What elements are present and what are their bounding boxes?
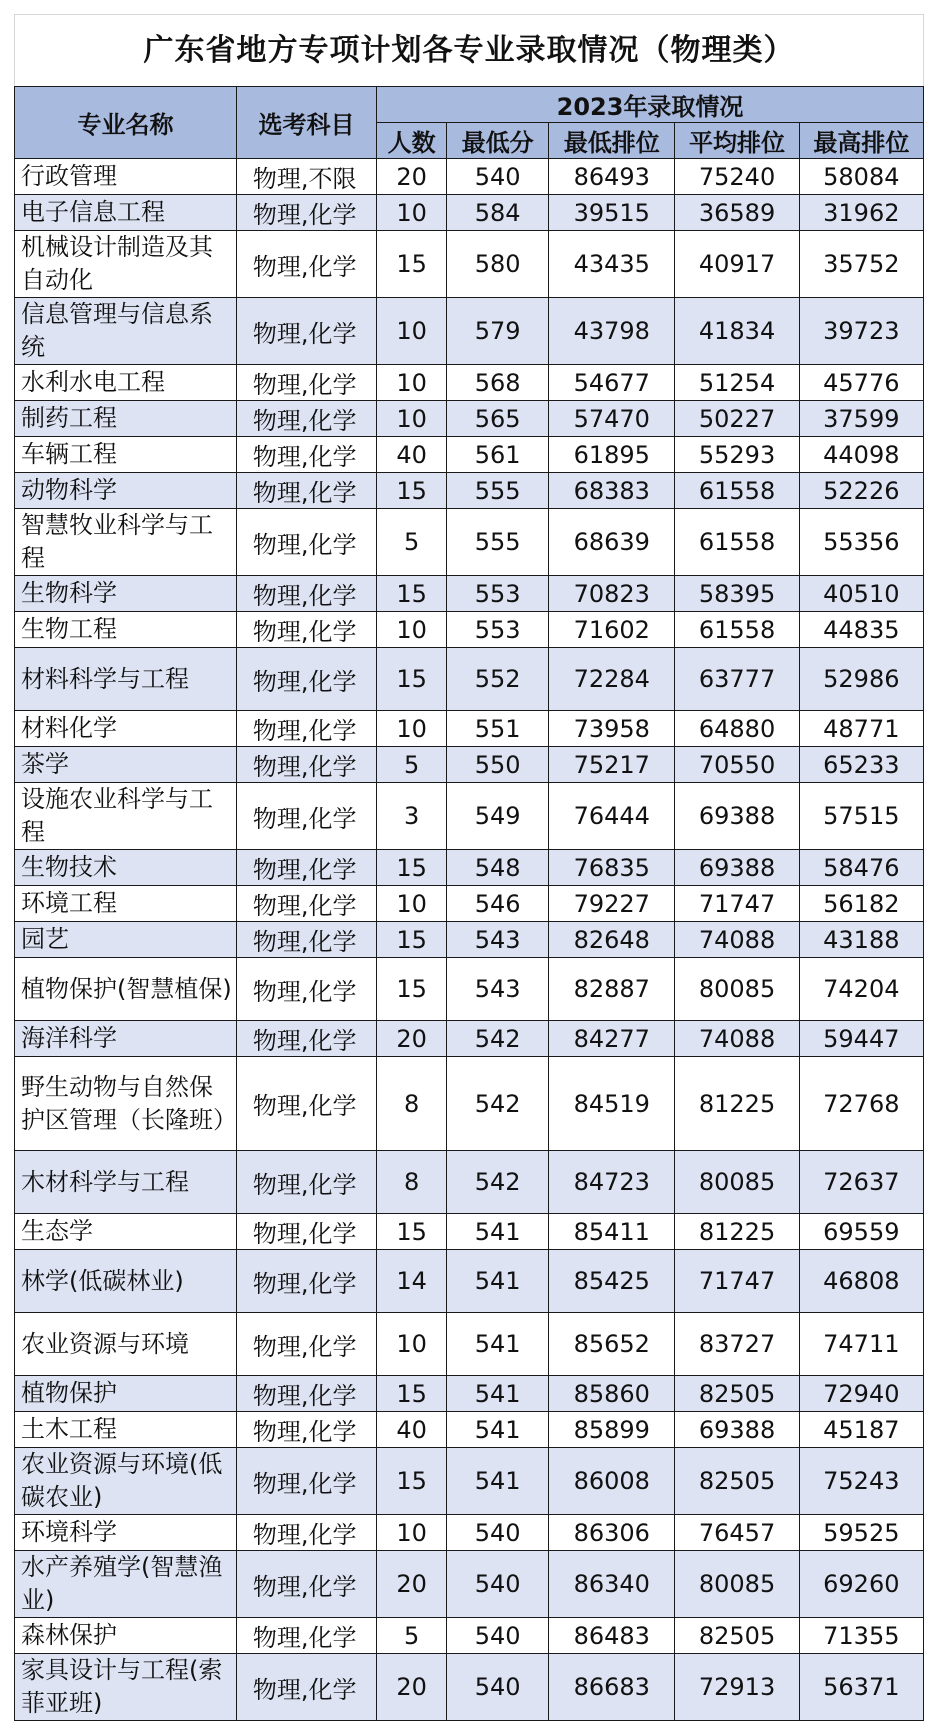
count-cell: 15 bbox=[377, 1448, 447, 1515]
major-name-cell: 茶学 bbox=[15, 747, 237, 783]
min-rank-cell: 84519 bbox=[549, 1057, 675, 1151]
subjects-cell: 物理,化学 bbox=[236, 747, 376, 783]
table-row bbox=[15, 1214, 924, 1250]
min-score-cell: 540 bbox=[447, 1551, 549, 1618]
subjects-cell: 物理,化学 bbox=[236, 1618, 376, 1654]
min-score-cell: 555 bbox=[447, 473, 549, 509]
avg-rank-cell: 50227 bbox=[675, 401, 799, 437]
subjects-cell: 物理,化学 bbox=[236, 612, 376, 648]
min-rank-cell: 57470 bbox=[549, 401, 675, 437]
avg-rank-cell: 80085 bbox=[675, 1551, 799, 1618]
max-rank-cell: 37599 bbox=[799, 401, 923, 437]
max-rank-cell: 59525 bbox=[799, 1515, 923, 1551]
avg-rank-cell: 80085 bbox=[675, 958, 799, 1021]
min-rank-cell: 70823 bbox=[549, 576, 675, 612]
avg-rank-cell: 72913 bbox=[675, 1654, 799, 1721]
count-cell: 40 bbox=[377, 437, 447, 473]
table-row bbox=[15, 1057, 924, 1151]
count-cell: 10 bbox=[377, 298, 447, 365]
avg-rank-cell: 76457 bbox=[675, 1515, 799, 1551]
min-score-cell: 580 bbox=[447, 231, 549, 298]
major-name-cell: 农业资源与环境 bbox=[15, 1313, 237, 1376]
avg-rank-cell: 36589 bbox=[675, 195, 799, 231]
min-rank-cell: 76444 bbox=[549, 783, 675, 850]
major-name-cell: 植物保护(智慧植保) bbox=[15, 958, 237, 1021]
min-score-cell: 540 bbox=[447, 159, 549, 195]
major-name-cell: 材料化学 bbox=[15, 711, 237, 747]
subjects-cell: 物理,化学 bbox=[236, 576, 376, 612]
min-score-cell: 553 bbox=[447, 576, 549, 612]
min-score-cell: 555 bbox=[447, 509, 549, 576]
count-cell: 5 bbox=[377, 747, 447, 783]
subjects-cell: 物理,化学 bbox=[236, 1551, 376, 1618]
min-rank-cell: 71602 bbox=[549, 612, 675, 648]
subjects-cell: 物理,化学 bbox=[236, 298, 376, 365]
min-rank-cell: 84723 bbox=[549, 1151, 675, 1214]
table-row bbox=[15, 1551, 924, 1618]
min-score-cell: 568 bbox=[447, 365, 549, 401]
min-score-cell: 540 bbox=[447, 1618, 549, 1654]
subjects-cell: 物理,化学 bbox=[236, 231, 376, 298]
avg-rank-cell: 82505 bbox=[675, 1376, 799, 1412]
table-row bbox=[15, 576, 924, 612]
table-row bbox=[15, 1250, 924, 1313]
count-cell: 10 bbox=[377, 612, 447, 648]
max-rank-cell: 74711 bbox=[799, 1313, 923, 1376]
min-score-cell: 541 bbox=[447, 1214, 549, 1250]
subjects-cell: 物理,化学 bbox=[236, 1057, 376, 1151]
max-rank-cell: 52986 bbox=[799, 648, 923, 711]
count-cell: 15 bbox=[377, 231, 447, 298]
min-rank-cell: 75217 bbox=[549, 747, 675, 783]
count-cell: 8 bbox=[377, 1057, 447, 1151]
major-name-cell: 海洋科学 bbox=[15, 1021, 237, 1057]
subjects-cell: 物理,化学 bbox=[236, 1654, 376, 1721]
major-name-cell: 水产养殖学(智慧渔业) bbox=[15, 1551, 237, 1618]
count-cell: 10 bbox=[377, 195, 447, 231]
min-rank-cell: 85899 bbox=[549, 1412, 675, 1448]
max-rank-cell: 72637 bbox=[799, 1151, 923, 1214]
table-row bbox=[15, 437, 924, 473]
table-row bbox=[15, 365, 924, 401]
max-rank-cell: 35752 bbox=[799, 231, 923, 298]
major-name-cell: 生物技术 bbox=[15, 850, 237, 886]
major-name-cell: 野生动物与自然保护区管理（长隆班） bbox=[15, 1057, 237, 1151]
avg-rank-cell: 55293 bbox=[675, 437, 799, 473]
subjects-cell: 物理,化学 bbox=[236, 922, 376, 958]
avg-rank-cell: 40917 bbox=[675, 231, 799, 298]
max-rank-cell: 72768 bbox=[799, 1057, 923, 1151]
min-score-cell: 550 bbox=[447, 747, 549, 783]
count-cell: 15 bbox=[377, 648, 447, 711]
header-min-score: 最低分 bbox=[447, 123, 549, 159]
avg-rank-cell: 81225 bbox=[675, 1057, 799, 1151]
min-score-cell: 551 bbox=[447, 711, 549, 747]
max-rank-cell: 65233 bbox=[799, 747, 923, 783]
max-rank-cell: 45187 bbox=[799, 1412, 923, 1448]
avg-rank-cell: 64880 bbox=[675, 711, 799, 747]
subjects-cell: 物理,化学 bbox=[236, 958, 376, 1021]
avg-rank-cell: 51254 bbox=[675, 365, 799, 401]
max-rank-cell: 72940 bbox=[799, 1376, 923, 1412]
count-cell: 15 bbox=[377, 1214, 447, 1250]
min-rank-cell: 85425 bbox=[549, 1250, 675, 1313]
major-name-cell: 信息管理与信息系统 bbox=[15, 298, 237, 365]
major-name-cell: 农业资源与环境(低碳农业) bbox=[15, 1448, 237, 1515]
major-name-cell: 水利水电工程 bbox=[15, 365, 237, 401]
subjects-cell: 物理,化学 bbox=[236, 1250, 376, 1313]
subjects-cell: 物理,化学 bbox=[236, 1021, 376, 1057]
avg-rank-cell: 80085 bbox=[675, 1151, 799, 1214]
min-rank-cell: 68383 bbox=[549, 473, 675, 509]
min-rank-cell: 86493 bbox=[549, 159, 675, 195]
subjects-cell: 物理,化学 bbox=[236, 1214, 376, 1250]
count-cell: 8 bbox=[377, 1151, 447, 1214]
major-name-cell: 制药工程 bbox=[15, 401, 237, 437]
min-score-cell: 541 bbox=[447, 1412, 549, 1448]
avg-rank-cell: 74088 bbox=[675, 922, 799, 958]
avg-rank-cell: 61558 bbox=[675, 473, 799, 509]
major-name-cell: 动物科学 bbox=[15, 473, 237, 509]
major-name-cell: 环境工程 bbox=[15, 886, 237, 922]
min-rank-cell: 76835 bbox=[549, 850, 675, 886]
subjects-cell: 物理,化学 bbox=[236, 850, 376, 886]
major-name-cell: 森林保护 bbox=[15, 1618, 237, 1654]
max-rank-cell: 44835 bbox=[799, 612, 923, 648]
min-score-cell: 561 bbox=[447, 437, 549, 473]
min-rank-cell: 54677 bbox=[549, 365, 675, 401]
admission-table bbox=[14, 86, 924, 1721]
count-cell: 5 bbox=[377, 509, 447, 576]
avg-rank-cell: 70550 bbox=[675, 747, 799, 783]
min-rank-cell: 73958 bbox=[549, 711, 675, 747]
subjects-cell: 物理,化学 bbox=[236, 783, 376, 850]
header-group: 2023年录取情况 bbox=[377, 87, 924, 123]
table-row bbox=[15, 473, 924, 509]
max-rank-cell: 46808 bbox=[799, 1250, 923, 1313]
major-name-cell: 生态学 bbox=[15, 1214, 237, 1250]
min-rank-cell: 85652 bbox=[549, 1313, 675, 1376]
major-name-cell: 植物保护 bbox=[15, 1376, 237, 1412]
subjects-cell: 物理,不限 bbox=[236, 159, 376, 195]
count-cell: 10 bbox=[377, 886, 447, 922]
min-rank-cell: 86340 bbox=[549, 1551, 675, 1618]
count-cell: 20 bbox=[377, 159, 447, 195]
subjects-cell: 物理,化学 bbox=[236, 886, 376, 922]
header-min-rank: 最低排位 bbox=[549, 123, 675, 159]
major-name-cell: 生物科学 bbox=[15, 576, 237, 612]
count-cell: 15 bbox=[377, 958, 447, 1021]
major-name-cell: 行政管理 bbox=[15, 159, 237, 195]
table-row bbox=[15, 1376, 924, 1412]
table-row bbox=[15, 195, 924, 231]
min-score-cell: 548 bbox=[447, 850, 549, 886]
min-score-cell: 546 bbox=[447, 886, 549, 922]
min-score-cell: 542 bbox=[447, 1151, 549, 1214]
count-cell: 5 bbox=[377, 1618, 447, 1654]
major-name-cell: 设施农业科学与工程 bbox=[15, 783, 237, 850]
min-rank-cell: 86483 bbox=[549, 1618, 675, 1654]
table-row bbox=[15, 886, 924, 922]
major-name-cell: 电子信息工程 bbox=[15, 195, 237, 231]
max-rank-cell: 74204 bbox=[799, 958, 923, 1021]
avg-rank-cell: 63777 bbox=[675, 648, 799, 711]
min-score-cell: 553 bbox=[447, 612, 549, 648]
table-row bbox=[15, 922, 924, 958]
count-cell: 15 bbox=[377, 1376, 447, 1412]
table-row bbox=[15, 1021, 924, 1057]
major-name-cell: 机械设计制造及其自动化 bbox=[15, 231, 237, 298]
min-score-cell: 543 bbox=[447, 922, 549, 958]
avg-rank-cell: 58395 bbox=[675, 576, 799, 612]
min-rank-cell: 86683 bbox=[549, 1654, 675, 1721]
header-count: 人数 bbox=[377, 123, 447, 159]
max-rank-cell: 57515 bbox=[799, 783, 923, 850]
min-rank-cell: 43435 bbox=[549, 231, 675, 298]
major-name-cell: 园艺 bbox=[15, 922, 237, 958]
max-rank-cell: 69559 bbox=[799, 1214, 923, 1250]
max-rank-cell: 52226 bbox=[799, 473, 923, 509]
max-rank-cell: 43188 bbox=[799, 922, 923, 958]
min-score-cell: 541 bbox=[447, 1250, 549, 1313]
avg-rank-cell: 71747 bbox=[675, 886, 799, 922]
subjects-cell: 物理,化学 bbox=[236, 1151, 376, 1214]
max-rank-cell: 40510 bbox=[799, 576, 923, 612]
count-cell: 15 bbox=[377, 473, 447, 509]
avg-rank-cell: 61558 bbox=[675, 612, 799, 648]
major-name-cell: 木材科学与工程 bbox=[15, 1151, 237, 1214]
min-rank-cell: 79227 bbox=[549, 886, 675, 922]
min-rank-cell: 43798 bbox=[549, 298, 675, 365]
max-rank-cell: 39723 bbox=[799, 298, 923, 365]
subjects-cell: 物理,化学 bbox=[236, 711, 376, 747]
min-rank-cell: 86306 bbox=[549, 1515, 675, 1551]
avg-rank-cell: 82505 bbox=[675, 1448, 799, 1515]
count-cell: 20 bbox=[377, 1654, 447, 1721]
avg-rank-cell: 82505 bbox=[675, 1618, 799, 1654]
min-score-cell: 540 bbox=[447, 1654, 549, 1721]
avg-rank-cell: 81225 bbox=[675, 1214, 799, 1250]
table-row bbox=[15, 747, 924, 783]
subjects-cell: 物理,化学 bbox=[236, 473, 376, 509]
table-row bbox=[15, 783, 924, 850]
max-rank-cell: 58084 bbox=[799, 159, 923, 195]
table-row bbox=[15, 1313, 924, 1376]
subjects-cell: 物理,化学 bbox=[236, 648, 376, 711]
avg-rank-cell: 69388 bbox=[675, 1412, 799, 1448]
table-row bbox=[15, 509, 924, 576]
min-score-cell: 541 bbox=[447, 1313, 549, 1376]
min-rank-cell: 68639 bbox=[549, 509, 675, 576]
min-score-cell: 543 bbox=[447, 958, 549, 1021]
avg-rank-cell: 83727 bbox=[675, 1313, 799, 1376]
major-name-cell: 车辆工程 bbox=[15, 437, 237, 473]
count-cell: 10 bbox=[377, 1515, 447, 1551]
max-rank-cell: 55356 bbox=[799, 509, 923, 576]
min-score-cell: 565 bbox=[447, 401, 549, 437]
count-cell: 15 bbox=[377, 576, 447, 612]
avg-rank-cell: 75240 bbox=[675, 159, 799, 195]
min-rank-cell: 82887 bbox=[549, 958, 675, 1021]
subjects-cell: 物理,化学 bbox=[236, 1515, 376, 1551]
table-row bbox=[15, 1515, 924, 1551]
min-score-cell: 541 bbox=[447, 1448, 549, 1515]
count-cell: 15 bbox=[377, 922, 447, 958]
table-row bbox=[15, 1412, 924, 1448]
count-cell: 10 bbox=[377, 401, 447, 437]
subjects-cell: 物理,化学 bbox=[236, 1412, 376, 1448]
subjects-cell: 物理,化学 bbox=[236, 401, 376, 437]
min-rank-cell: 72284 bbox=[549, 648, 675, 711]
min-score-cell: 542 bbox=[447, 1057, 549, 1151]
header-major: 专业名称 bbox=[15, 87, 237, 159]
count-cell: 10 bbox=[377, 711, 447, 747]
min-score-cell: 540 bbox=[447, 1515, 549, 1551]
major-name-cell: 家具设计与工程(索菲亚班) bbox=[15, 1654, 237, 1721]
count-cell: 14 bbox=[377, 1250, 447, 1313]
max-rank-cell: 56182 bbox=[799, 886, 923, 922]
count-cell: 20 bbox=[377, 1551, 447, 1618]
table-row bbox=[15, 1654, 924, 1721]
min-rank-cell: 84277 bbox=[549, 1021, 675, 1057]
table-row bbox=[15, 648, 924, 711]
max-rank-cell: 45776 bbox=[799, 365, 923, 401]
max-rank-cell: 71355 bbox=[799, 1618, 923, 1654]
min-score-cell: 552 bbox=[447, 648, 549, 711]
max-rank-cell: 58476 bbox=[799, 850, 923, 886]
major-name-cell: 林学(低碳林业) bbox=[15, 1250, 237, 1313]
table-body bbox=[15, 159, 924, 1721]
min-score-cell: 584 bbox=[447, 195, 549, 231]
avg-rank-cell: 71747 bbox=[675, 1250, 799, 1313]
header-max-rank: 最高排位 bbox=[799, 123, 923, 159]
table-row bbox=[15, 1151, 924, 1214]
table-row bbox=[15, 1448, 924, 1515]
subjects-cell: 物理,化学 bbox=[236, 195, 376, 231]
avg-rank-cell: 74088 bbox=[675, 1021, 799, 1057]
count-cell: 40 bbox=[377, 1412, 447, 1448]
table-row bbox=[15, 711, 924, 747]
min-rank-cell: 61895 bbox=[549, 437, 675, 473]
table-row bbox=[15, 231, 924, 298]
major-name-cell: 土木工程 bbox=[15, 1412, 237, 1448]
count-cell: 10 bbox=[377, 365, 447, 401]
table-row bbox=[15, 401, 924, 437]
header-avg-rank: 平均排位 bbox=[675, 123, 799, 159]
avg-rank-cell: 41834 bbox=[675, 298, 799, 365]
major-name-cell: 材料科学与工程 bbox=[15, 648, 237, 711]
table-row bbox=[15, 958, 924, 1021]
major-name-cell: 环境科学 bbox=[15, 1515, 237, 1551]
count-cell: 20 bbox=[377, 1021, 447, 1057]
max-rank-cell: 75243 bbox=[799, 1448, 923, 1515]
subjects-cell: 物理,化学 bbox=[236, 437, 376, 473]
header-subjects: 选考科目 bbox=[236, 87, 376, 159]
table-row bbox=[15, 850, 924, 886]
table-row bbox=[15, 298, 924, 365]
min-rank-cell: 39515 bbox=[549, 195, 675, 231]
min-score-cell: 541 bbox=[447, 1376, 549, 1412]
subjects-cell: 物理,化学 bbox=[236, 1376, 376, 1412]
count-cell: 15 bbox=[377, 850, 447, 886]
max-rank-cell: 31962 bbox=[799, 195, 923, 231]
min-score-cell: 579 bbox=[447, 298, 549, 365]
subjects-cell: 物理,化学 bbox=[236, 509, 376, 576]
min-rank-cell: 85860 bbox=[549, 1376, 675, 1412]
min-rank-cell: 86008 bbox=[549, 1448, 675, 1515]
avg-rank-cell: 69388 bbox=[675, 850, 799, 886]
document-page bbox=[14, 14, 924, 1717]
avg-rank-cell: 61558 bbox=[675, 509, 799, 576]
max-rank-cell: 44098 bbox=[799, 437, 923, 473]
max-rank-cell: 48771 bbox=[799, 711, 923, 747]
max-rank-cell: 56371 bbox=[799, 1654, 923, 1721]
avg-rank-cell: 69388 bbox=[675, 783, 799, 850]
min-rank-cell: 85411 bbox=[549, 1214, 675, 1250]
min-score-cell: 542 bbox=[447, 1021, 549, 1057]
major-name-cell: 生物工程 bbox=[15, 612, 237, 648]
subjects-cell: 物理,化学 bbox=[236, 365, 376, 401]
count-cell: 10 bbox=[377, 1313, 447, 1376]
min-score-cell: 549 bbox=[447, 783, 549, 850]
table-row bbox=[15, 159, 924, 195]
max-rank-cell: 69260 bbox=[799, 1551, 923, 1618]
major-name-cell: 智慧牧业科学与工程 bbox=[15, 509, 237, 576]
table-row bbox=[15, 1618, 924, 1654]
count-cell: 3 bbox=[377, 783, 447, 850]
min-rank-cell: 82648 bbox=[549, 922, 675, 958]
max-rank-cell: 59447 bbox=[799, 1021, 923, 1057]
subjects-cell: 物理,化学 bbox=[236, 1313, 376, 1376]
subjects-cell: 物理,化学 bbox=[236, 1448, 376, 1515]
page-title: 广东省地方专项计划各专业录取情况（物理类） bbox=[14, 14, 924, 86]
table-row bbox=[15, 612, 924, 648]
